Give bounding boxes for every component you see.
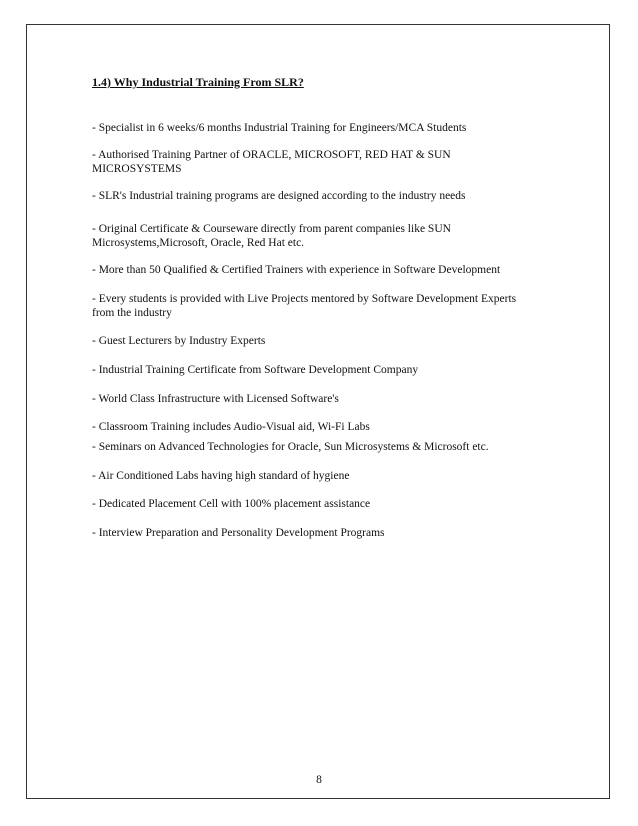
bullet-item: - Guest Lecturers by Industry Experts <box>92 335 266 347</box>
bullet-item: - Every students is provided with Live Projects mentored by Software Development Experts from the industry <box>92 293 517 319</box>
page-border <box>26 24 610 799</box>
page-number: 8 <box>316 774 322 786</box>
bullet-item: - SLR's Industrial training programs are designed according to the industry needs <box>92 190 466 202</box>
bullet-item: - Interview Preparation and Personality Development Programs <box>92 527 385 539</box>
section-heading: 1.4) Why Industrial Training From SLR? <box>92 75 304 89</box>
bullet-item: - More than 50 Qualified & Certified Trainers with experience in Software Development <box>92 264 501 276</box>
bullet-item: - World Class Infrastructure with Licensed Software's <box>92 393 339 405</box>
bullet-item: - Specialist in 6 weeks/6 months Industrial Training for Engineers/MCA Students <box>92 122 467 134</box>
bullet-item: - Dedicated Placement Cell with 100% placement assistance <box>92 498 371 510</box>
bullet-item: - Authorised Training Partner of ORACLE, MICROSOFT, RED HAT & SUN MICROSYSTEMS <box>92 149 451 175</box>
bullet-item: - Air Conditioned Labs having high standard of hygiene <box>92 470 350 482</box>
bullet-item: - Industrial Training Certificate from Software Development Company <box>92 364 419 376</box>
bullet-item: - Classroom Training includes Audio-Visual aid, Wi-Fi Labs <box>92 421 370 433</box>
bullet-item: - Seminars on Advanced Technologies for Oracle, Sun Microsystems & Microsoft etc. <box>92 441 489 453</box>
bullet-item: - Original Certificate & Courseware directly from parent companies like SUN Microsystems,Microsoft, Oracle, Red Hat etc. <box>92 223 451 249</box>
